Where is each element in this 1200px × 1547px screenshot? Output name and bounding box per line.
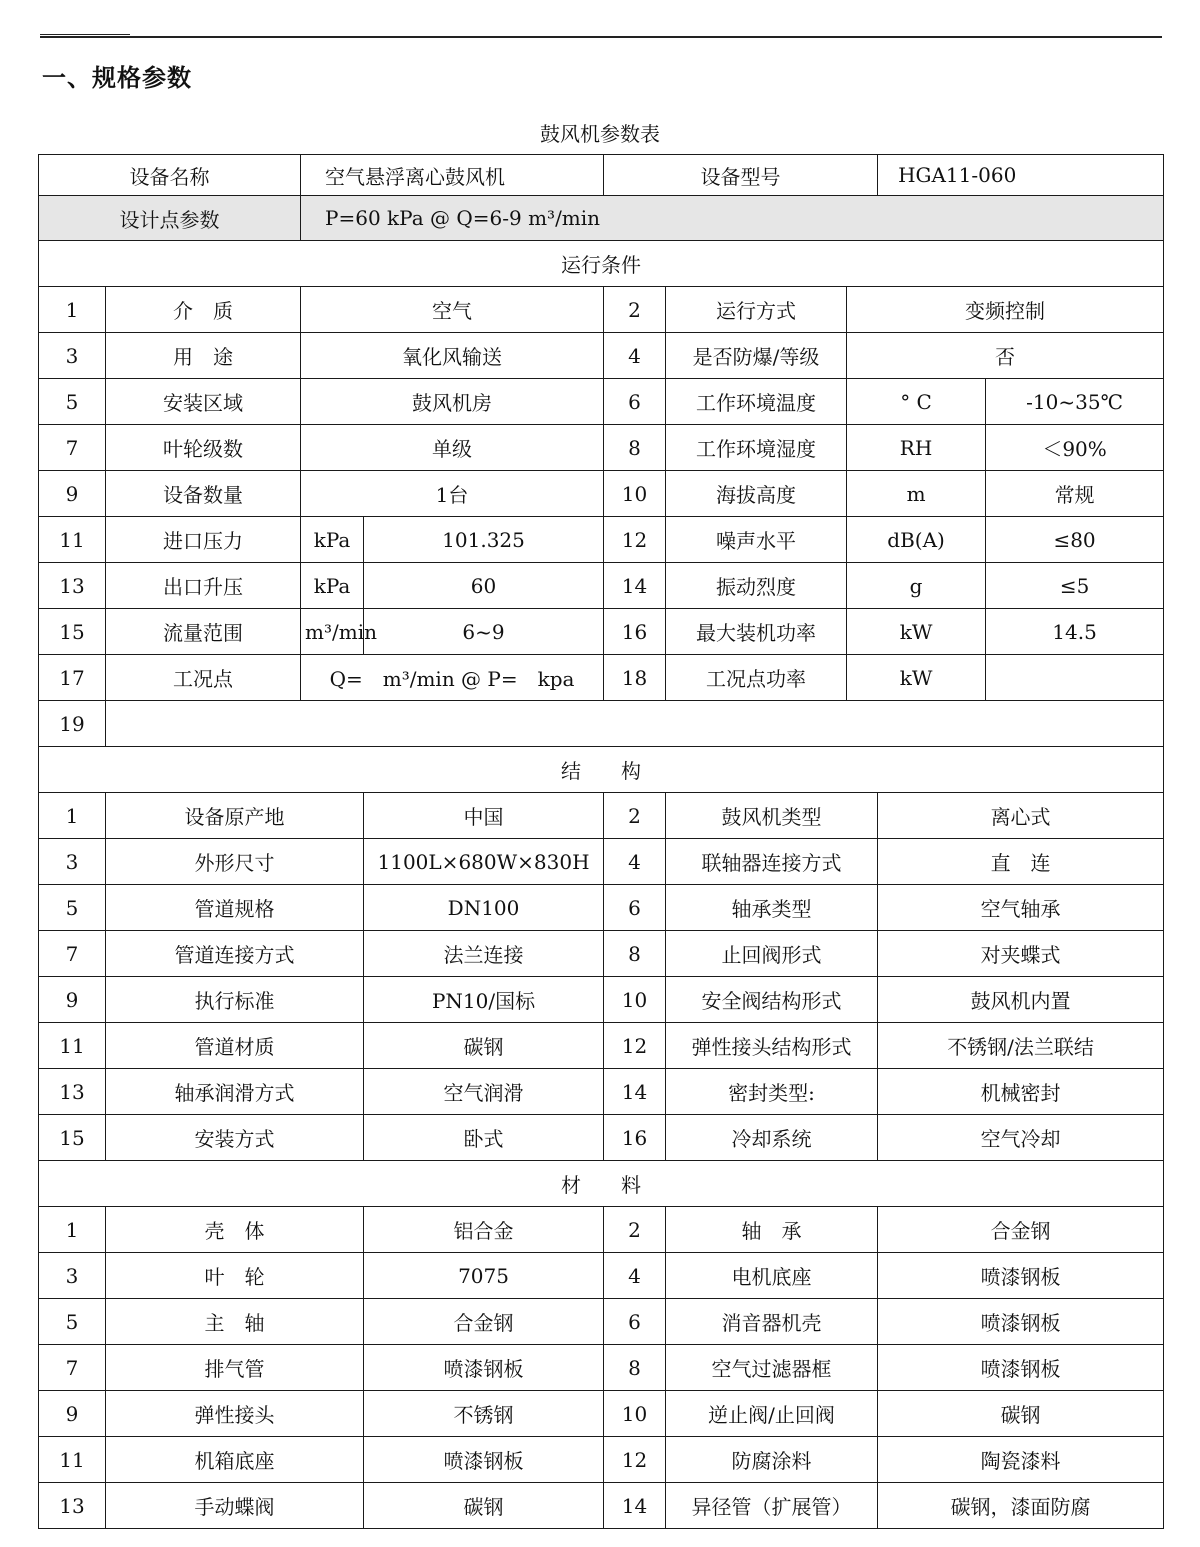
row-label: 机箱底座 [106, 1437, 364, 1483]
row-number: 9 [39, 977, 106, 1023]
row-label: 外形尺寸 [106, 839, 364, 885]
row-label: 冷却系统 [666, 1115, 878, 1161]
row-value: 空气冷却 [878, 1115, 1164, 1161]
row-label: 流量范围 [106, 609, 301, 655]
row-label: 消音器机壳 [666, 1299, 878, 1345]
row-value: 直 连 [878, 839, 1164, 885]
row-label: 进口压力 [106, 517, 301, 563]
row-value: 喷漆钢板 [878, 1253, 1164, 1299]
row-value: 碳钢 [878, 1391, 1164, 1437]
row-label: 壳 体 [106, 1207, 364, 1253]
table-row [39, 1299, 1164, 1345]
row-number: 6 [604, 1299, 666, 1345]
row-number: 3 [39, 1253, 106, 1299]
table-row [39, 1391, 1164, 1437]
row-label: 是否防爆/等级 [666, 333, 847, 379]
row-value: 60 [364, 563, 604, 609]
row-label: 异径管（扩展管） [666, 1483, 878, 1529]
table-row [39, 425, 1164, 471]
row-value: PN10/国标 [364, 977, 604, 1023]
row-number: 2 [604, 793, 666, 839]
row-value: 否 [847, 333, 1164, 379]
row-value-empty [106, 701, 1164, 747]
row-number: 5 [39, 1299, 106, 1345]
row-number: 12 [604, 517, 666, 563]
row-number: 16 [604, 609, 666, 655]
row-number: 1 [39, 287, 106, 333]
row-label: 轴 承 [666, 1207, 878, 1253]
row-value: 单级 [301, 425, 604, 471]
row-number: 11 [39, 1437, 106, 1483]
row-number: 15 [39, 1115, 106, 1161]
table-row [39, 793, 1164, 839]
row-unit: m [847, 471, 986, 517]
row-value: 离心式 [878, 793, 1164, 839]
row-value: 喷漆钢板 [878, 1299, 1164, 1345]
row-value: 喷漆钢板 [364, 1345, 604, 1391]
row-number: 5 [39, 379, 106, 425]
row-label: 运行方式 [666, 287, 847, 333]
row-label: 防腐涂料 [666, 1437, 878, 1483]
section-title-row [39, 747, 1164, 793]
row-value: 碳钢，漆面防腐 [878, 1483, 1164, 1529]
row-number: 14 [604, 1483, 666, 1529]
row-label: 噪声水平 [666, 517, 847, 563]
row-number: 4 [604, 1253, 666, 1299]
row-label: 鼓风机类型 [666, 793, 878, 839]
device-name-value: 空气悬浮离心鼓风机 [301, 155, 604, 196]
row-number: 13 [39, 1069, 106, 1115]
table-row [39, 655, 1164, 701]
row-value: 机械密封 [878, 1069, 1164, 1115]
table-row [39, 1483, 1164, 1529]
row-value: ≤5 [986, 563, 1164, 609]
design-point-label: 设计点参数 [39, 196, 301, 241]
row-number: 10 [604, 471, 666, 517]
row-label: 轴承润滑方式 [106, 1069, 364, 1115]
row-number: 4 [604, 333, 666, 379]
row-label: 安装方式 [106, 1115, 364, 1161]
row-number: 8 [604, 1345, 666, 1391]
row-number: 16 [604, 1115, 666, 1161]
row-number: 6 [604, 885, 666, 931]
row-value: 碳钢 [364, 1023, 604, 1069]
row-value: 不锈钢 [364, 1391, 604, 1437]
spec-table [38, 154, 1164, 1529]
row-label: 逆止阀/止回阀 [666, 1391, 878, 1437]
row-number: 8 [604, 931, 666, 977]
row-number: 6 [604, 379, 666, 425]
device-name-label: 设备名称 [39, 155, 301, 196]
row-number: 7 [39, 931, 106, 977]
row-value: 1100L×680W×830H [364, 839, 604, 885]
row-value: 中国 [364, 793, 604, 839]
row-value: Q= m³/min @ P= kpa [301, 655, 604, 701]
table-row [39, 885, 1164, 931]
row-number: 2 [604, 1207, 666, 1253]
row-label: 止回阀形式 [666, 931, 878, 977]
row-value: 喷漆钢板 [878, 1345, 1164, 1391]
row-number: 1 [39, 793, 106, 839]
row-value: -10~35℃ [986, 379, 1164, 425]
row-number: 13 [39, 563, 106, 609]
row-value: 合金钢 [364, 1299, 604, 1345]
row-value: 法兰连接 [364, 931, 604, 977]
device-model-label: 设备型号 [604, 155, 878, 196]
row-label: 密封类型: [666, 1069, 878, 1115]
row-value: 陶瓷漆料 [878, 1437, 1164, 1483]
row-unit: kW [847, 609, 986, 655]
row-label: 用 途 [106, 333, 301, 379]
row-value: 空气轴承 [878, 885, 1164, 931]
section-heading: 一、规格参数 [42, 64, 192, 92]
section-title-row [39, 241, 1164, 287]
row-label: 出口升压 [106, 563, 301, 609]
row-label: 管道材质 [106, 1023, 364, 1069]
row-label: 海拔高度 [666, 471, 847, 517]
row-label: 工作环境温度 [666, 379, 847, 425]
row-label: 安全阀结构形式 [666, 977, 878, 1023]
table-row [39, 287, 1164, 333]
table-row [39, 563, 1164, 609]
row-value: 7075 [364, 1253, 604, 1299]
table-row [39, 1437, 1164, 1483]
row-label: 联轴器连接方式 [666, 839, 878, 885]
section-title-row [39, 1161, 1164, 1207]
table-row [39, 609, 1164, 655]
header-rule-mark [40, 34, 130, 35]
row-number: 17 [39, 655, 106, 701]
row-label: 弹性接头 [106, 1391, 364, 1437]
device-model-value: HGA11-060 [878, 155, 1164, 196]
row-number: 3 [39, 333, 106, 379]
design-point-value: P=60 kPa @ Q=6-9 m³/min [301, 196, 1164, 241]
row-number: 9 [39, 471, 106, 517]
row-value: 14.5 [986, 609, 1164, 655]
row-label: 主 轴 [106, 1299, 364, 1345]
table-row [39, 379, 1164, 425]
row-unit: dB(A) [847, 517, 986, 563]
row-label: 执行标准 [106, 977, 364, 1023]
row-number: 19 [39, 701, 106, 747]
row-value: ＜90% [986, 425, 1164, 471]
row-label: 管道连接方式 [106, 931, 364, 977]
design-point-row [39, 196, 1164, 241]
row-value: 鼓风机内置 [878, 977, 1164, 1023]
row-value: 空气 [301, 287, 604, 333]
row-number: 15 [39, 609, 106, 655]
row-label: 工作环境湿度 [666, 425, 847, 471]
row-label: 排气管 [106, 1345, 364, 1391]
table-row [39, 1023, 1164, 1069]
row-number: 7 [39, 1345, 106, 1391]
table-row [39, 517, 1164, 563]
section-title-structure: 结 构 [39, 747, 1164, 793]
row-label: 介 质 [106, 287, 301, 333]
row-label: 空气过滤器框 [666, 1345, 878, 1391]
row-value: 空气润滑 [364, 1069, 604, 1115]
row-label: 设备数量 [106, 471, 301, 517]
row-number: 8 [604, 425, 666, 471]
row-label: 手动蝶阀 [106, 1483, 364, 1529]
row-label: 设备原产地 [106, 793, 364, 839]
row-label: 工况点功率 [666, 655, 847, 701]
row-value: 合金钢 [878, 1207, 1164, 1253]
row-label: 轴承类型 [666, 885, 878, 931]
row-number: 9 [39, 1391, 106, 1437]
row-value: 6~9 [364, 609, 604, 655]
row-value [986, 655, 1164, 701]
table-row [39, 1115, 1164, 1161]
row-label: 安装区域 [106, 379, 301, 425]
row-number: 14 [604, 563, 666, 609]
row-value: ≤80 [986, 517, 1164, 563]
row-number: 10 [604, 1391, 666, 1437]
row-value: 碳钢 [364, 1483, 604, 1529]
row-unit: kPa [301, 563, 364, 609]
row-value: 铝合金 [364, 1207, 604, 1253]
row-value: 变频控制 [847, 287, 1164, 333]
row-label: 管道规格 [106, 885, 364, 931]
row-value: 卧式 [364, 1115, 604, 1161]
header-rule [40, 36, 1162, 38]
row-value: 氧化风输送 [301, 333, 604, 379]
row-number: 12 [604, 1023, 666, 1069]
row-label: 振动烈度 [666, 563, 847, 609]
table-row [39, 1069, 1164, 1115]
device-row [39, 155, 1164, 196]
row-label: 最大装机功率 [666, 609, 847, 655]
row-number: 3 [39, 839, 106, 885]
table-row [39, 1207, 1164, 1253]
row-value: 不锈钢/法兰联结 [878, 1023, 1164, 1069]
row-number: 11 [39, 1023, 106, 1069]
row-unit: RH [847, 425, 986, 471]
table-row [39, 471, 1164, 517]
row-unit: g [847, 563, 986, 609]
row-number: 10 [604, 977, 666, 1023]
row-value: 对夹蝶式 [878, 931, 1164, 977]
table-row [39, 931, 1164, 977]
row-value: 1台 [301, 471, 604, 517]
table-row [39, 1345, 1164, 1391]
table-row [39, 1253, 1164, 1299]
row-unit: m³/min [301, 609, 364, 655]
section-title-materials: 材 料 [39, 1161, 1164, 1207]
row-number: 1 [39, 1207, 106, 1253]
row-number: 11 [39, 517, 106, 563]
row-number: 4 [604, 839, 666, 885]
row-number: 18 [604, 655, 666, 701]
table-row [39, 701, 1164, 747]
row-unit: kPa [301, 517, 364, 563]
row-label: 电机底座 [666, 1253, 878, 1299]
row-number: 5 [39, 885, 106, 931]
row-label: 工况点 [106, 655, 301, 701]
row-unit: ° C [847, 379, 986, 425]
row-number: 14 [604, 1069, 666, 1115]
table-caption: 鼓风机参数表 [540, 122, 660, 146]
row-label: 叶 轮 [106, 1253, 364, 1299]
table-row [39, 977, 1164, 1023]
row-value: 101.325 [364, 517, 604, 563]
table-row [39, 839, 1164, 885]
row-number: 2 [604, 287, 666, 333]
row-number: 12 [604, 1437, 666, 1483]
table-row [39, 333, 1164, 379]
row-value: DN100 [364, 885, 604, 931]
section-title-operating: 运行条件 [39, 241, 1164, 287]
row-value: 喷漆钢板 [364, 1437, 604, 1483]
row-label: 叶轮级数 [106, 425, 301, 471]
row-value: 鼓风机房 [301, 379, 604, 425]
row-unit: kW [847, 655, 986, 701]
row-value: 常规 [986, 471, 1164, 517]
row-number: 7 [39, 425, 106, 471]
row-label: 弹性接头结构形式 [666, 1023, 878, 1069]
row-number: 13 [39, 1483, 106, 1529]
